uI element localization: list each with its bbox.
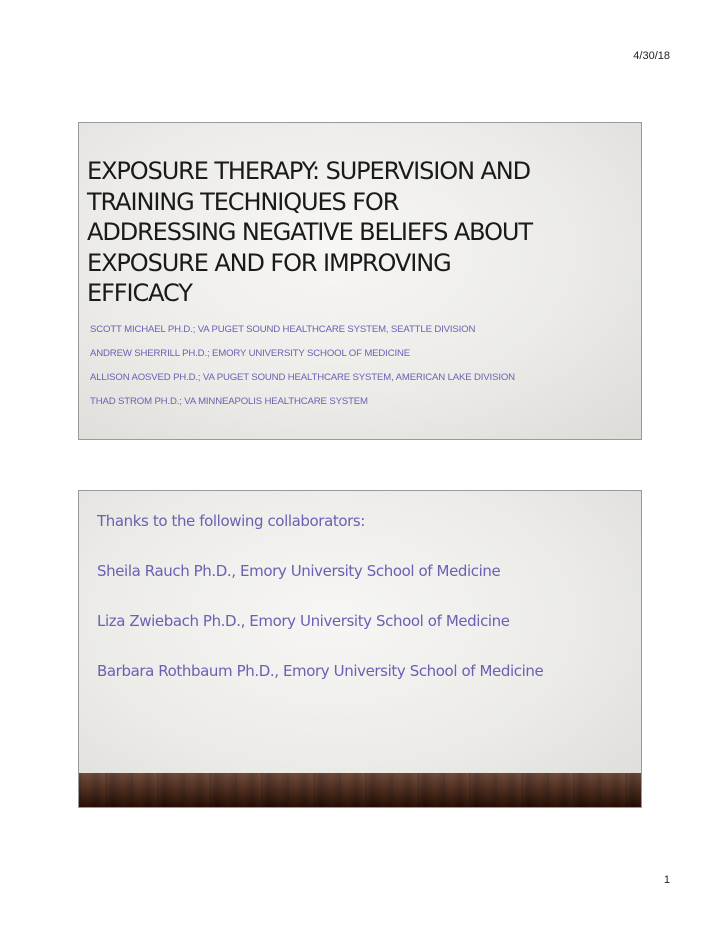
acknowledgements-slide xyxy=(78,490,642,808)
page-date: 4/30/18 xyxy=(633,50,670,62)
author-item: ALLISON AOSVED PH.D.; VA PUGET SOUND HEALTHCARE SYSTEM, AMERICAN LAKE DIVISION xyxy=(90,372,515,383)
author-list xyxy=(90,324,642,420)
wood-floor-decoration xyxy=(79,773,641,807)
author-item: SCOTT MICHAEL PH.D.; VA PUGET SOUND HEALTHCARE SYSTEM, SEATTLE DIVISION xyxy=(90,324,476,335)
title-line: EXPOSURE THERAPY: SUPERVISION AND xyxy=(87,157,530,185)
title-line: EXPOSURE AND FOR IMPROVING xyxy=(87,248,451,277)
author-item: THAD STROM PH.D.; VA MINNEAPOLIS HEALTHCARE SYSTEM xyxy=(90,396,368,407)
collaborator-list xyxy=(97,509,637,709)
title-line: ADDRESSING NEGATIVE BELIEFS ABOUT xyxy=(87,218,532,246)
collaborator-item: Barbara Rothbaum Ph.D., Emory University School of Medicine xyxy=(97,662,544,680)
collaborator-item: Liza Zwiebach Ph.D., Emory University School of Medicine xyxy=(97,612,510,630)
slide-title xyxy=(87,156,637,309)
title-line: TRAINING TECHNIQUES FOR xyxy=(87,187,399,216)
thanks-heading: Thanks to the following collaborators: xyxy=(97,512,365,530)
author-item: ANDREW SHERRILL PH.D.; EMORY UNIVERSITY SCHOOL OF MEDICINE xyxy=(90,348,411,359)
title-slide xyxy=(78,122,642,440)
page-number: 1 xyxy=(663,874,670,886)
collaborator-item: Sheila Rauch Ph.D., Emory University School of Medicine xyxy=(97,562,501,580)
title-line: EFFICACY xyxy=(87,279,192,307)
